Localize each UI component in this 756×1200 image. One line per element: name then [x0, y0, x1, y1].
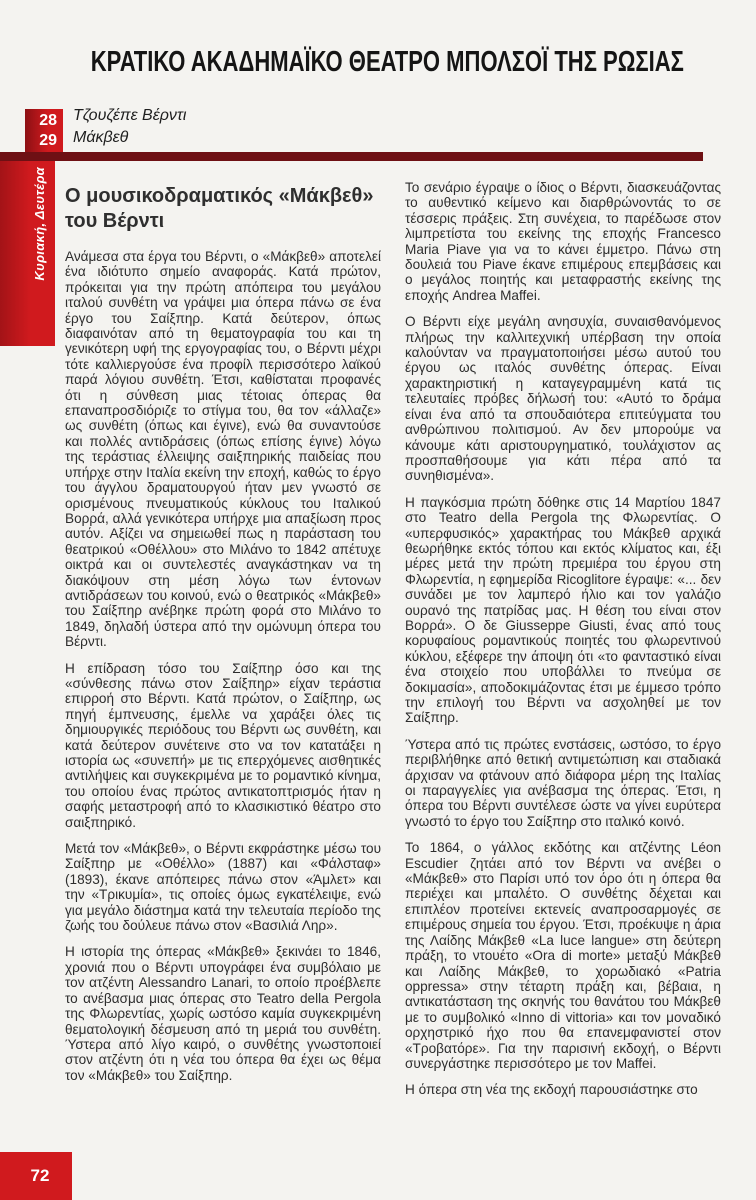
- event-number-29: 29: [39, 131, 57, 149]
- article-paragraph: Ο Βέρντι είχε μεγάλη ανησυχία, συναισθανόμενος πλήρως την καλλιτεχνική υπέρβαση την οποία καλούνταν να πραγματοποιήσει μέσω αυτού του έργου ως ιταλός συνθέτης όπερας. Είναι χαρακτηριστική η καταγεγραμμένη κατά τις τελευταίες πρόβες δήλωσή του: «Αυτό το δράμα είναι ένα από τα σπουδαιότερα επιτεύγματα του ανθρώπινου πολιτισμού. Αν δεν μπορούμε να κάνουμε κάτι αριστουργηματικό, τουλάχιστον ας προσπαθήσουμε για κάτι πέρα από τα συνηθισμένα».: [405, 314, 721, 484]
- article-paragraph: Η ιστορία της όπερας «Μάκβεθ» ξεκινάει το 1846, χρονιά που ο Βέρντι υπογράφει ένα συμβόλαιο με τον ατζέντη Alessandro Lanari, το οποίο προέβλεπε το ανέβασμα μιας όπερας στο Teatro della Pergola της Φλωρεντίας, χωρίς ωστόσο καμία συγκεκριμένη θεματολογική δέσμευση από τη μεριά του συνθέτη. Ύστερα από λίγο καιρό, ο συνθέτης γνωστοποιεί στον ατζέντη ότι η νέα του όπερα θα έχει ως θέμα τον «Μάκβεθ» του Σαίξπηρ.: [65, 944, 381, 1083]
- article-paragraph: Μετά τον «Μάκβεθ», ο Βέρντι εκφράστηκε μέσω του Σαίξπηρ με «Οθέλλο» (1887) και «Φάλσταφ» (1893), έκανε απόπειρες πάνω στον «Άμλετ» και την «Τρικυμία», τις οποίες όμως εγκατέλειψε, ενώ για μεγάλο διάστημα κατά την τελευταία περίοδο της ζωής του δούλευε πάνω στον «Βασιλιά Ληρ».: [65, 841, 381, 934]
- page-number: 72: [30, 1166, 50, 1185]
- article-paragraph: Η όπερα στη νέα της εκδοχή παρουσιάστηκε στο: [405, 1082, 698, 1098]
- page-number-block: [0, 1152, 72, 1200]
- article-paragraph: Η επίδραση τόσο του Σαίξπηρ όσο και της «σύνθεσης πάνω στον Σαίξπηρ» είχαν τεράστια επιρροή στο Βέρντι. Κατά πρώτον, ο Σαίξπηρ, ως πηγή έμπνευσης, έμελλε να χαράξει όλες τις δημιουργικές περιόδους του Βέρντι ως συνθέτη, και κατά δεύτερον συνέτεινε στο να τον κατατάξει η ιστορία ως «συνεπή» με τις επερχόμενες αισθητικές αντιλήψεις και συγκεκριμένα με το ρομαντικό κίνημα, του οποίου ένας πρώτος αντικατοπτρισμός ήταν η σαφής μεταστροφή από το κλασικιστικό θέατρο στο σαιξπηρικό.: [65, 660, 381, 830]
- event-meta: [73, 105, 186, 149]
- composer-name: Τζουζέπε Βέρντι: [73, 107, 187, 124]
- article-paragraph: Το σενάριο έγραψε ο ίδιος ο Βέρντι, διασκευάζοντας το αυθεντικό κείμενο και διαρθρώνοντάς το σε τέσσερις πράξεις. Στη συνέχεια, το παρέδωσε στον λιμπρετίστα του εκείνης της εποχής Francesco Maria Piave για να το κάνει έμμετρο. Πάνω στη δουλειά του Piave έκανε επιμέρους επεμβάσεις και ο μεγάλος ποιητής και μεταφραστής εκείνης της εποχής Andrea Maffei.: [405, 180, 721, 303]
- article-paragraph: Ανάμεσα στα έργα του Βέρντι, ο «Μάκβεθ» αποτελεί ένα ιδιότυπο σημείο αναφοράς. Κατά πρώτον, πρόκειται για την πρώτη απόπειρα του μεγάλου ιταλού συνθέτη να γράψει μια όπερα πάνω σε ένα έργο του Σαίξπηρ. Κατά δεύτερον, όπως διαφαινόταν από τη θεματογραφία του και τη γενικότερη υφή της εργογραφίας του, ο Βέρντι μέχρι τότε καλλιεργούσε ένα προφίλ περισσότερο λαϊκού παρά λόγιου συνθέτη. Έτσι, καθίσταται προφανές ότι η σύνθεση μιας τέτοιας όπερας θα επαναπροσδιόριζε το στίγμα του, θα τον «άλλαζε» ως συνθέτη (όπως και έγινε), ενώ θα συναντούσε και πολλές αντιδράσεις (όπως επίσης έγινε) λόγω της τεράστιας έλλειψης σαιξπηρικής παιδείας που υπήρχε στην Ιταλία εκείνη την εποχή, καθώς το έργο του άγγλου δραματουργού ήταν μεν γνωστό σε ορισμένους πνευματικούς κύκλους του Ιταλικού Βορρά, αλλά γενικότερα υπήρχε μια απαξίωση προς αυτόν. Αξίζει να σημειωθεί πως η παράσταση του θεατρικού «Οθέλλου» στο Μιλάνο το 1842 απέτυχε οικτρά και οι συντελεστές αναγκάστηκαν να τη διακόψουν στη μέση λόγω των έντονων αντιδράσεων του κοινού, ενώ ο θεατρικός «Μάκβεθ» του Σαίξπηρ ανέβηκε πρώτη φορά στο Μιλάνο το 1849, δηλαδή ύστερα από την ομώνυμη όπερα του Βέρντι.: [65, 249, 381, 650]
- article-left-column: [65, 184, 381, 1094]
- article-paragraph: Η παγκόσμια πρώτη δόθηκε στις 14 Μαρτίου 1847 στο Teatro della Pergola της Φλωρεντίας. Ο «υπερφυσικός» χαρακτήρας του Μάκβεθ αρχικά θεωρήθηκε εκτός τόπου και εκτός κλίματος και, έξι μέρες μετά την πρώτη πρεμιέρα του έργου στη Φλωρεντία, η εφημερίδα Ricoglitore έγραψε: «... δεν συνάδει με τον λαμπερό ήλιο και τον γαλάζιο ουρανό της πατρίδας μας. Η θέση του είναι στον Βορρά». Ο δε Giusseppe Giusti, ένας από τους κορυφαίους ρομαντικούς ποιητές του φλωρεντινού κύκλου, εξέφερε την άποψη ότι «το φανταστικό είναι ένα στοιχείο που υποβάλλει το πνεύμα σε δοκιμασία», αποδοκιμάζοντας έτσι με έμμεσο τρόπο την επιλογή του Βέρντι να ασχοληθεί με τον Σαίξπηρ.: [405, 494, 721, 726]
- article-right-column: [405, 180, 721, 1109]
- divider-bar: [0, 152, 703, 161]
- day-sidebar-label: Κυριακή, Δευτέρα: [32, 167, 47, 281]
- article-paragraph: Ύστερα από τις πρώτες ενστάσεις, ωστόσο, το έργο περιβλήθηκε από θετική αντιμετώπιση και σταδιακά άρχισαν να φτάνουν από διάφορα μέρη της Ιταλίας οι παραγγελίες για ανέβασμα της όπερας. Έτσι, η όπερα του Βέρντι συντέλεσε ώστε να γίνει ευρύτερα γνωστό το έργο του Σαίξπηρ στο ιταλικό κοινό.: [405, 736, 721, 829]
- theatre-header-title: ΚΡΑΤΙΚΟ ΑΚΑΔΗΜΑΪΚΟ ΘΕΑΤΡΟ ΜΠΟΛΣΟΪ ΤΗΣ ΡΩΣΙΑΣ: [90, 46, 684, 78]
- event-number-block: [25, 109, 63, 152]
- article-heading: Ο μουσικοδραματικός «Μάκβεθ» του Βέρντι: [65, 185, 374, 232]
- work-title: Μάκβεθ: [73, 129, 129, 146]
- article-paragraph: Το 1864, ο γάλλος εκδότης και ατζέντης Léon Escudier ζητάει από τον Βέρντι να ανέβει ο «Μάκβεθ» στο Παρίσι υπό τον όρο ότι η όπερα θα περιέχει και μπαλέτο. Ο συνθέτης δέχεται και επιπλέον προτείνει εκτενείς αναπροσαρμογές σε επιμέρους σημεία του έργου. Έτσι, προέκυψε η άρια της Λαίδης Μάκβεθ «La luce langue» στη δεύτερη πράξη, το ντουέτο «Ora di morte» μεταξύ Μάκβεθ και Λαίδης Μάκβεθ, το χορωδιακό «Patria oppressa» στην τέταρτη πράξη και, βέβαια, η αντικατάσταση της σκηνής του θανάτου του Μάκβεθ με το συμβολικό «Inno di vittoria» και τον μοναδικό ορχηστρικό ήχο που θα επανεμφανιστεί στον «Τροβατόρε». Για την παρισινή εκδοχή, ο Βέρντι συνεργάστηκε περισσότερο με τον Maffei.: [405, 840, 721, 1071]
- event-number-28: 28: [39, 111, 57, 129]
